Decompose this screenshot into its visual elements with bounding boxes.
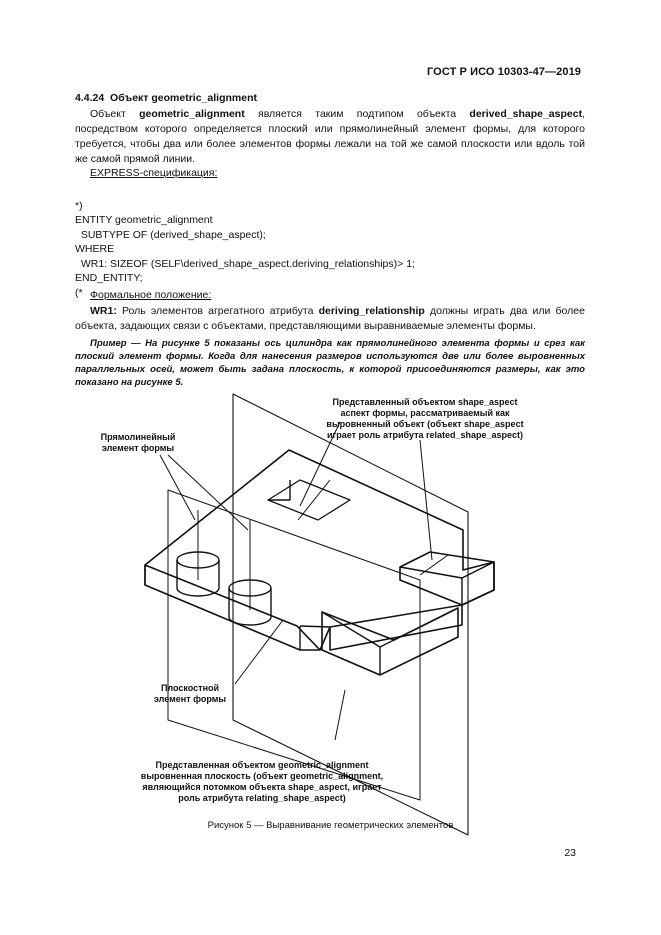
example-text: Пример — На рисунке 5 показаны ось цилиндра как прямолинейного элемента формы и срез как плоский элемент формы. Когда для нанесения размеров используются две или более выровненных параллельных осей, может быть задана плоскость, к которой присоединяются размеры, как это показано на рисунке 5. (75, 338, 585, 388)
section-number: 4.4.24 (75, 92, 105, 104)
label-line: Представленная объектом geometric_alignment (155, 760, 369, 770)
section-title: Объект geometric_alignment (110, 92, 257, 104)
formal-text-1: Роль элементов агрегатного атрибута (116, 305, 319, 317)
axes-plane (168, 490, 420, 800)
intro-entity-2: derived_shape_aspect (469, 108, 583, 120)
code-line: *) (75, 199, 83, 212)
code-line: SUBTYPE OF (derived_shape_aspect); (75, 228, 266, 241)
intro-entity-1: geometric_alignment (139, 108, 245, 120)
intro-text-3: , посредством которого определяется плоский или прямолинейный элемент формы, для которого требуется, чтобы два или более элементов формы лежали на той же самой плоскости или вдоль той же самой прямой линии. (75, 108, 585, 165)
label-line: являющийся потомком объекта shape_aspect, играет (142, 782, 382, 792)
formal-attribute: deriving_relationship (318, 305, 425, 317)
label-geometric-alignment (122, 760, 402, 804)
formal-heading: Формальное положение: (90, 289, 212, 301)
right-block (400, 552, 494, 605)
page-number: 23 (564, 847, 576, 859)
label-line: играет роль атрибута related_shape_aspect) (326, 430, 524, 440)
code-line: END_ENTITY; (75, 272, 143, 284)
label-line: Представленный объектом shape_aspect (332, 397, 518, 407)
label-shape-aspect (320, 397, 530, 441)
document-header: ГОСТ Р ИСО 10303-47—2019 (426, 66, 581, 78)
formal-text-2: должны играть два или более объекта, задающих связи с объектами, представляющими выравниваемые элементы формы. (75, 305, 585, 332)
slab-top (145, 450, 494, 650)
label-line: аспект формы, рассматриваемый как (340, 408, 510, 418)
code-line: WR1: SIZEOF (SELF\derived_shape_aspect.deriving_relationships)> 1; (75, 257, 415, 270)
code-line: ENTITY geometric_alignment (75, 214, 213, 226)
label-linear-feature (88, 432, 188, 454)
label-line: Прямолинейный (100, 432, 176, 442)
label-line: Плоскостной (160, 683, 220, 693)
label-line: элемент формы (153, 694, 227, 704)
label-planar-feature (140, 683, 240, 705)
code-line: (* (75, 286, 83, 299)
slab-front-right (330, 605, 462, 650)
rule-label: WR1: (90, 305, 117, 317)
code-line: WHERE (75, 243, 115, 255)
intro-text-1: Объект (90, 108, 140, 120)
label-line: выровненная плоскость (объект geometric_alignment, (140, 771, 384, 781)
label-line: роль атрибута relating_shape_aspect) (178, 793, 346, 803)
label-line: элемент формы (101, 443, 175, 453)
express-heading: EXPRESS-спецификация: (90, 167, 218, 179)
label-line: выровненный объект (объект shape_aspect (326, 419, 524, 429)
intro-text-2: является таким подтипом объекта (244, 108, 470, 120)
figure-caption: Рисунок 5 — Выравнивание геометрических элементов (207, 820, 454, 831)
